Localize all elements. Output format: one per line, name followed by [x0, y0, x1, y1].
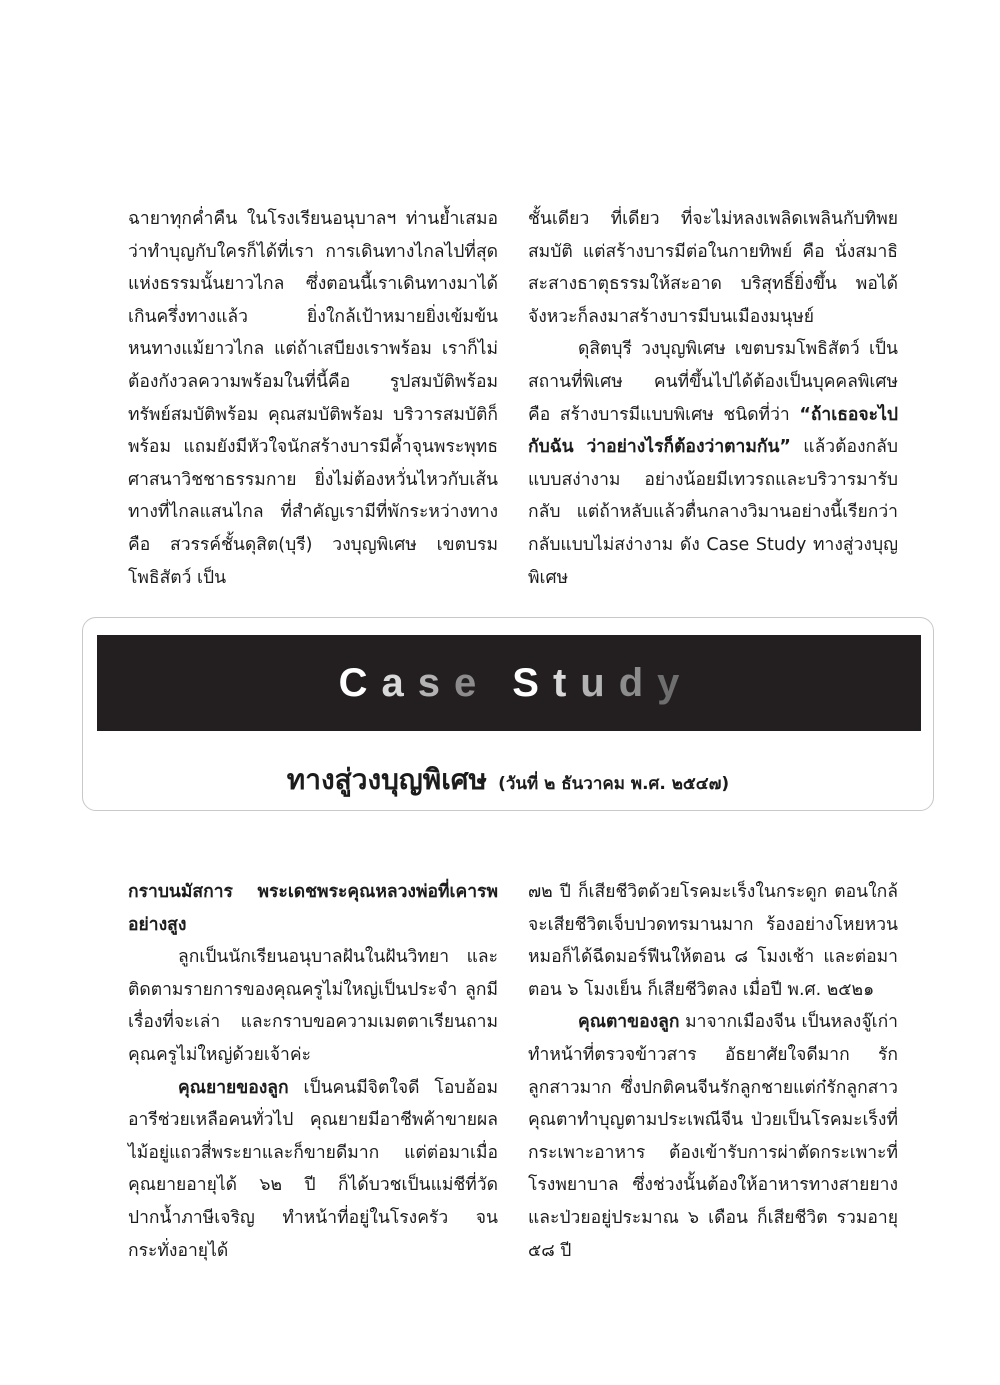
paragraph: ชั้นเดียว ที่เดียว ที่จะไม่หลงเพลิดเพลินกับทิพยสมบัติ แต่สร้างบารมีต่อในกายทิพย์ คือ นั่งสมาธิสะสางธาตุธรรมให้สะอาด บริสุทธิ์ยิ่งขึ้น พอได้จังหวะก็ลงมาสร้างบารมีบนเมืองมนุษย์ [528, 209, 898, 327]
paragraph-bold-lead: คุณตาของลูก [578, 1012, 680, 1033]
title-letter: u [580, 660, 619, 705]
title-letter: y [657, 660, 694, 705]
quote-bold: “ถ้าเธอจะไปกับฉัน ว่าอย่างไรก็ต้องว่าตามกัน” [528, 404, 898, 458]
title-letter: d [618, 660, 658, 705]
title-space [490, 661, 512, 706]
paragraph-text: เป็นคนมีจิตใจดี โอบอ้อมอารีช่วยเหลือคนทั่วไป คุณยายมีอาชีพค้าขายผลไม้อยู่แถวสี่พระยาและก็ขายดีมาก แต่ต่อมาเมื่อคุณยายอายุได้ ๖๒ ปี ก็ได้บวชเป็นแม่ชีที่วัดปากน้ำภาษีเจริญ ทำหน้าที่อยู่ในโรงครัว จนกระทั่งอายุได้ [128, 1077, 498, 1261]
title-letter: C [338, 660, 382, 705]
case-study-box [82, 617, 934, 811]
paragraph: ลูกเป็นนักเรียนอนุบาลฝันในฝันวิทยา และติดตามรายการของคุณครูไม่ใหญ่เป็นประจำ ลูกมีเรื่องที่จะเล่า และกราบขอความเมตตาเรียนถามคุณครูไม่ใหญ่ด้วยเจ้าค่ะ [128, 947, 498, 1065]
case-study-heading: ทางสู่วงบุญพิเศษ [286, 763, 488, 796]
top-right-column [528, 203, 898, 594]
paragraph: ฉายาทุกค่ำคืน ในโรงเรียนอนุบาลฯ ท่านย้ำเสมอว่าทำบุญกับใครก็ได้ที่เรา การเดินทางไกลไปที่สุดแห่งธรรมนั้นยาวไกล ซึ่งตอนนี้เราเดินทางมาได้เกินครึ่งทางแล้ว ยิ่งใกล้เป้าหมายยิ่งเข้มข้น หนทางแม้ยาวไกล แต่ถ้าเสบียงเราพร้อม เราก็ไม่ต้องกังวลความพร้อมในที่นี้คือ รูปสมบัติพร้อม ทรัพย์สมบัติพร้อม คุณสมบัติพร้อม บริวารสมบัติก็พร้อม แถมยังมีหัวใจนักสร้างบารมีค้ำจุนพระพุทธศาสนาวิชชาธรรมกาย ยิ่งไม่ต้องหวั่นไหวกับเส้นทางที่ไกลแสนไกล ที่สำคัญเรามีที่พักระหว่างทางคือ สวรรค์ชั้นดุสิต(บุรี) วงบุญพิเศษ เขตบรมโพธิสัตว์ เป็น [128, 209, 498, 588]
title-letter: e [454, 660, 491, 705]
bottom-left-column [128, 876, 498, 1267]
case-study-title [325, 661, 694, 706]
title-letter: a [381, 660, 418, 705]
paragraph [128, 1072, 498, 1268]
paragraph-text: มาจากเมืองจีน เป็นหลงจู๊เก่าทำหน้าที่ตรวจข้าวสาร อัธยาศัยใจดีมาก รักลูกสาวมาก ซึ่งปกติคนจีนรักลูกชายแต่ก๋รักลูกสาว คุณตาทำบุญตามประเพณีจีน ป่วยเป็นโรคมะเร็งที่กระเพาะอาหาร ต้องเข้ารับการผ่าตัดกระเพาะที่โรงพยาบาล ซึ่งช่วงนั้นต้องให้อาหารทางสายยางและป่วยอยู่ประมาณ ๖ เดือน ก็เสียชีวิต รวมอายุ ๕๘ ปี [528, 1012, 898, 1261]
greeting: กราบนมัสการ พระเดชพระคุณหลวงพ่อที่เคารพอย่างสูง [128, 882, 498, 935]
case-study-banner [97, 635, 921, 731]
case-study-subtitle [83, 758, 933, 802]
paragraph-text: แล้วต้องกลับแบบสง่างาม อย่างน้อยมีเทวรถและบริวารมารับกลับ แต่ถ้าหลับแล้วตื่นกลางวิมานอย่างนี้เรียกว่ากลับแบบไม่สง่างาม ดัง Case Study ทางสู่วงบุญพิเศษ [528, 437, 898, 588]
top-left-column [128, 203, 498, 594]
bottom-right-column [528, 876, 898, 1267]
paragraph [528, 333, 898, 594]
paragraph: ๗๒ ปี ก็เสียชีวิตด้วยโรคมะเร็งในกระดูก ตอนใกล้จะเสียชีวิตเจ็บปวดทรมานมาก ร้องอย่างโหยหวน หมอก็ได้ฉีดมอร์ฟีนให้ตอน ๘ โมงเช้า และต่อมา ตอน ๖ โมงเย็น ก็เสียชีวิตลง เมื่อปี พ.ศ. ๒๕๒๑ [528, 882, 898, 1000]
title-letter: t [552, 660, 581, 705]
paragraph [528, 1006, 898, 1267]
case-study-date: (วันที่ ๒ ธันวาคม พ.ศ. ๒๕๔๗) [498, 774, 730, 794]
title-letter: S [512, 660, 553, 705]
paragraph-text: ดุสิตบุรี วงบุญพิเศษ เขตบรมโพธิสัตว์ เป็นสถานที่พิเศษ คนที่ขึ้นไปได้ต้องเป็นบุคคลพิเศษ คือ สร้างบารมีแบบพิเศษ ชนิดที่ว่า [528, 339, 898, 425]
paragraph-bold-lead: คุณยายของลูก [178, 1077, 289, 1098]
title-letter: s [417, 660, 454, 705]
